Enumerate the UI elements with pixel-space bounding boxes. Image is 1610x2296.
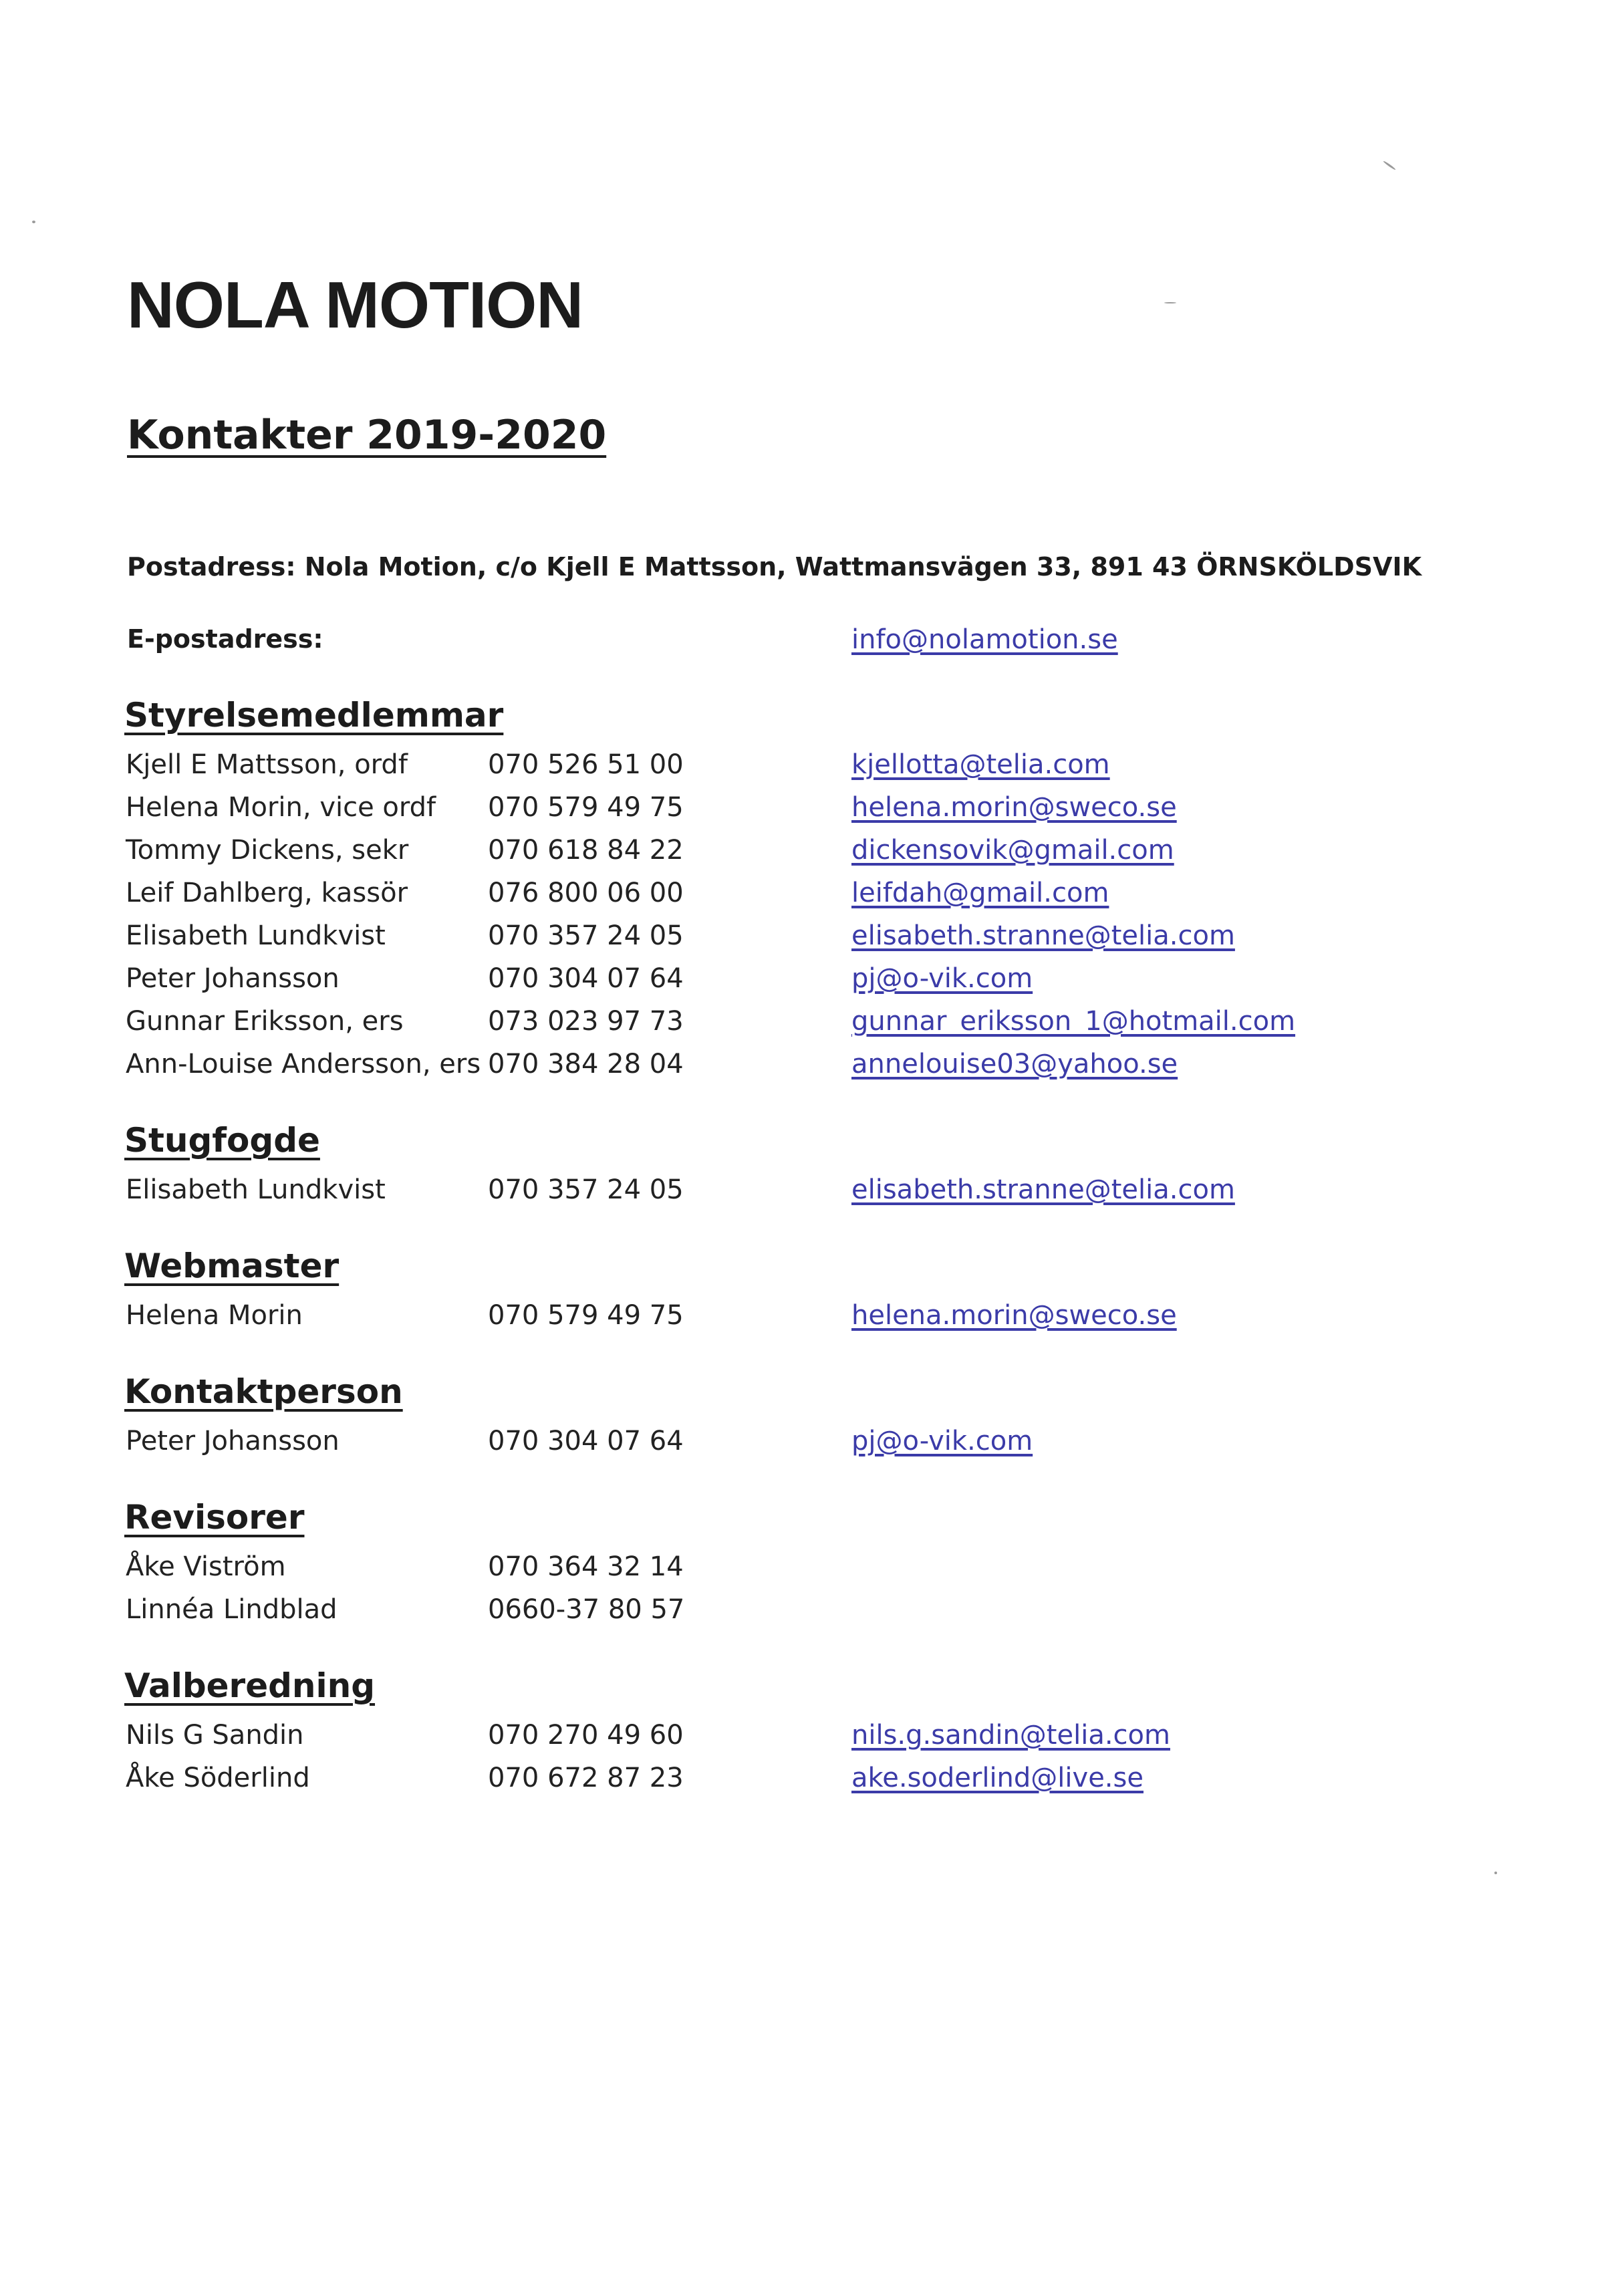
- contact-phone: 070 579 49 75: [488, 1300, 684, 1331]
- contact-name: Elisabeth Lundkvist: [126, 920, 386, 951]
- contact-name: Tommy Dickens, sekr: [126, 835, 409, 866]
- contact-phone: 070 384 28 04: [488, 1049, 684, 1079]
- contact-name: Ann-Louise Andersson, ers: [126, 1049, 481, 1079]
- contact-name: Peter Johansson: [126, 1426, 340, 1456]
- contact-phone: 070 304 07 64: [488, 1426, 684, 1456]
- contact-name: Kjell E Mattsson, ordf: [126, 749, 408, 780]
- contact-email-link[interactable]: kjellotta@telia.com: [851, 749, 1110, 780]
- email-link[interactable]: info@nolamotion.se: [851, 624, 1118, 655]
- contact-row: [124, 829, 1528, 872]
- contact-phone: 0660-37 80 57: [488, 1594, 685, 1625]
- contact-row: [124, 1168, 1528, 1211]
- contact-name: Gunnar Eriksson, ers: [126, 1006, 404, 1037]
- contact-phone: 070 304 07 64: [488, 963, 684, 994]
- contact-email-link[interactable]: helena.morin@sweco.se: [851, 792, 1177, 823]
- contact-email-link[interactable]: pj@o-vik.com: [851, 963, 1033, 994]
- contact-phone: 070 364 32 14: [488, 1551, 684, 1582]
- contact-row: [124, 1757, 1528, 1799]
- contact-row: [124, 872, 1528, 914]
- contact-email-link[interactable]: pj@o-vik.com: [851, 1426, 1033, 1456]
- contact-name: Linnéa Lindblad: [126, 1594, 338, 1625]
- contact-name: Elisabeth Lundkvist: [126, 1174, 386, 1205]
- email-label: E-postadress:: [127, 624, 323, 654]
- contact-email-link[interactable]: helena.morin@sweco.se: [851, 1300, 1177, 1331]
- section-heading: Webmaster: [124, 1247, 340, 1285]
- contact-name: Åke Viström: [126, 1551, 286, 1582]
- contact-phone: 073 023 97 73: [488, 1006, 684, 1037]
- contact-name: Nils G Sandin: [126, 1720, 304, 1751]
- contact-row: [124, 786, 1528, 829]
- contact-row: [124, 1000, 1528, 1043]
- contact-row: [124, 1714, 1528, 1757]
- contact-name: Leif Dahlberg, kassör: [126, 878, 408, 908]
- section-heading: Styrelsemedlemmar: [124, 696, 504, 735]
- contact-row: [124, 1545, 1528, 1588]
- contact-phone: 070 618 84 22: [488, 835, 684, 866]
- scan-speck: [1494, 1872, 1497, 1874]
- contact-row: [124, 743, 1528, 786]
- section-heading: Revisorer: [124, 1498, 305, 1537]
- contact-row: [124, 1294, 1528, 1337]
- page-subtitle: Kontakter 2019-2020: [127, 412, 607, 459]
- contact-name: Helena Morin: [126, 1300, 303, 1331]
- contact-row: [124, 957, 1528, 1000]
- section-styrelsemedlemmar: [124, 692, 1528, 1086]
- contact-row: [124, 914, 1528, 957]
- contact-email-link[interactable]: elisabeth.stranne@telia.com: [851, 920, 1235, 951]
- contact-email-link[interactable]: gunnar_eriksson_1@hotmail.com: [851, 1006, 1296, 1037]
- contact-phone: 070 526 51 00: [488, 749, 684, 780]
- contact-row: [124, 1420, 1528, 1462]
- contact-email-link[interactable]: annelouise03@yahoo.se: [851, 1049, 1178, 1079]
- section-heading: Stugfogde: [124, 1121, 320, 1160]
- section-valberedning: [124, 1663, 1528, 1799]
- section-revisorer: [124, 1495, 1528, 1631]
- contact-row: [124, 1043, 1528, 1086]
- section-heading: Kontaktperson: [124, 1372, 403, 1411]
- section-heading: Valberedning: [124, 1666, 376, 1705]
- section-kontaktperson: [124, 1369, 1528, 1462]
- contact-phone: 070 357 24 05: [488, 1174, 684, 1205]
- contact-phone: 070 357 24 05: [488, 920, 684, 951]
- section-stugfogde: [124, 1118, 1528, 1211]
- contact-email-link[interactable]: ake.soderlind@live.se: [851, 1763, 1144, 1793]
- contact-name: Åke Söderlind: [126, 1763, 310, 1793]
- section-webmaster: [124, 1243, 1528, 1337]
- scan-speck: [1164, 302, 1176, 303]
- contact-email-link[interactable]: dickensovik@gmail.com: [851, 835, 1174, 866]
- scan-speck: [32, 221, 35, 223]
- contact-email-link[interactable]: nils.g.sandin@telia.com: [851, 1720, 1170, 1751]
- contact-phone: 076 800 06 00: [488, 878, 684, 908]
- contact-phone: 070 270 49 60: [488, 1720, 684, 1751]
- contact-email-link[interactable]: leifdah@gmail.com: [851, 878, 1109, 908]
- contact-phone: 070 579 49 75: [488, 792, 684, 823]
- contact-row: [124, 1588, 1528, 1631]
- contact-name: Helena Morin, vice ordf: [126, 792, 436, 823]
- contact-name: Peter Johansson: [126, 963, 340, 994]
- postal-address: Postadress: Nola Motion, c/o Kjell E Mattsson, Wattmansvägen 33, 891 43 ÖRNSKÖLDSVIK: [127, 552, 1422, 582]
- contact-phone: 070 672 87 23: [488, 1763, 684, 1793]
- scan-speck: [1383, 160, 1396, 170]
- page-title: NOLA MOTION: [127, 268, 583, 342]
- contact-email-link[interactable]: elisabeth.stranne@telia.com: [851, 1174, 1235, 1205]
